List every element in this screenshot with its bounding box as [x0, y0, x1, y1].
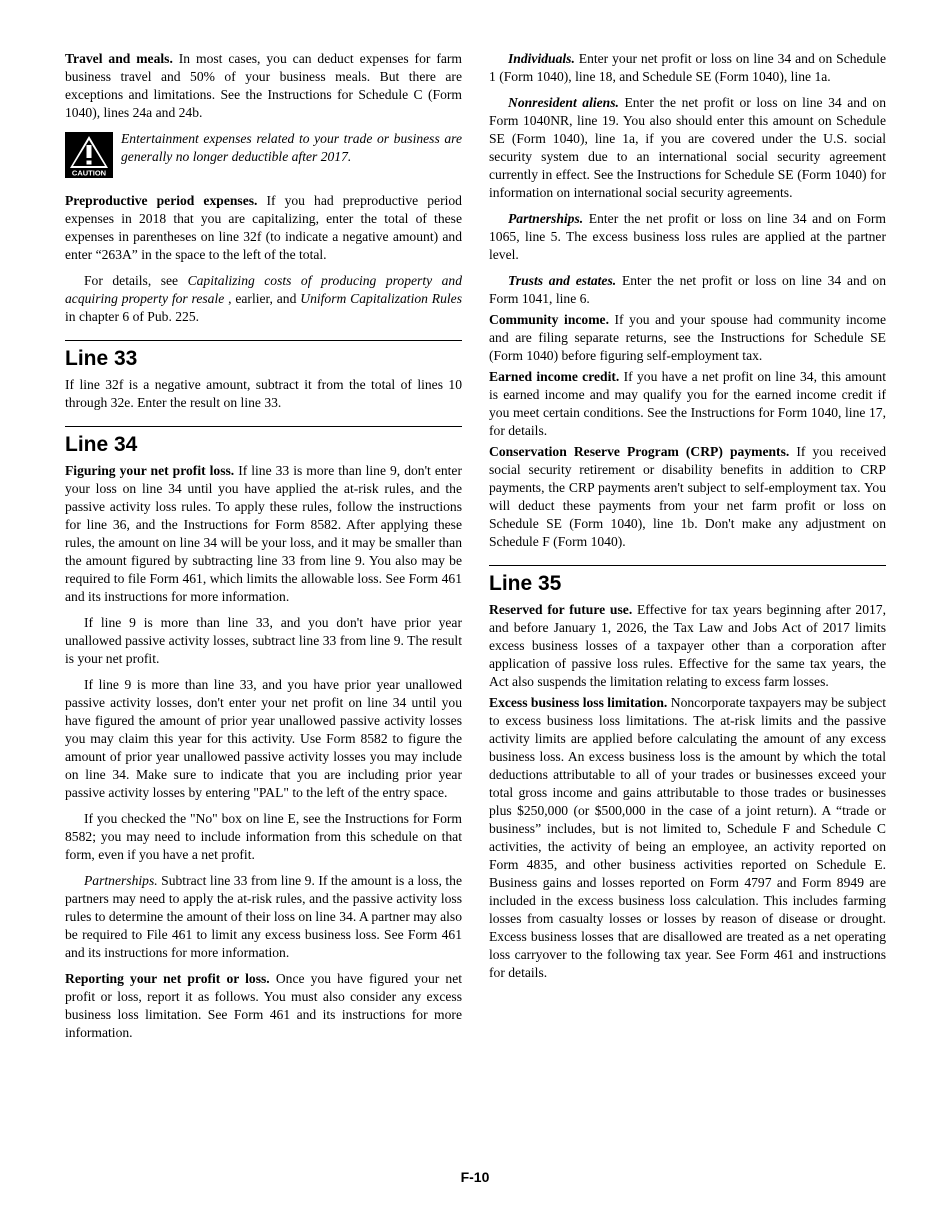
eic-paragraph — [489, 368, 886, 440]
partnerships-left-paragraph — [65, 872, 462, 962]
page-number: F-10 — [460, 1169, 490, 1185]
excess-loss-text: Noncorporate taxpayers may be subject to excess business loss limitations. The at-risk limits and the passive activity limits are applied before calculating the amount of any excess business loss. An excess business loss is the amount by which the total deductions attributable to all of your trades or businesses exceed your total gross income and gains attributable to those trades or businesses plus $250,000 (or $500,000 in the case of a joint return). A “trade or business” includes, but is not limited to, Schedule F and Schedule C activities, the activity of being an employee, an activity reported on Form 4835, and other business activities reported on Schedule E. Business gains and losses reported on Form 4797 and Form 8949 are included in the excess business loss calculation. This includes farming losses from casualty losses or losses by reason of disease or drought. Excess business losses that are disallowed are treated as a net operating loss carryover to the following tax year. See Form 461 and instructions for details. — [489, 695, 886, 980]
preproductive-title: Preproductive period expenses. — [65, 193, 258, 208]
travel-meals-text: In most cases, you can deduct expenses for farm business travel and 50% of your business meals. But there are exceptions and limitations. See the Instructions for Schedule C (Form 1040), lines 24a and 24b. — [65, 51, 462, 120]
travel-meals-paragraph — [65, 50, 462, 122]
trusts-text: Enter the net profit or loss on line 34 and on Form 1041, line 6. — [489, 273, 887, 306]
individuals-title: Individuals. — [508, 51, 575, 66]
excess-loss-paragraph — [489, 694, 886, 982]
left-column — [65, 50, 462, 1050]
figuring-title: Figuring your net profit loss. — [65, 463, 235, 478]
ref-uniform-capitalization: Uniform Capitalization Rules — [300, 291, 463, 306]
line-34-paragraph-2: If line 9 is more than line 33, and you don't have prior year unallowed passive activity losses, subtract line 33 from line 9. The result is your net profit. — [65, 615, 462, 666]
reporting-paragraph — [65, 970, 462, 1042]
details-paragraph — [65, 272, 462, 326]
details-post: in chapter 6 of Pub. 225. — [65, 309, 200, 324]
reserved-text: Effective for tax years beginning after 2017, and before January 1, 2026, the Tax Law and Jobs Act of 2017 limits excess business losses of a taxpayer other than a corporation after application of passive loss rules. Effective for the same tax years, the Act also suspends the limitation relating to excess farm losses. — [489, 602, 887, 689]
crp-title: Conservation Reserve Program (CRP) payments. — [489, 444, 790, 459]
community-text: If you and your spouse had community income and are filing separate returns, see the Instructions for Schedule SE (Form 1040) before figuring self-employment tax. — [489, 312, 886, 363]
figuring-text: If line 33 is more than line 9, don't enter your loss on line 34 until you have applied the at-risk rules, and the passive activity loss rules. To apply these rules, follow the instructions for line 36, and the Instructions for Form 8582. After applying these rules, the amount on line 34 will be your loss, and it may be smaller than the amount figured by subtracting line 33 from line 9. You also may be required to file Form 461, which limits the allowable loss. See Form 461 and its instructions for more information. — [65, 463, 462, 604]
trusts-paragraph — [489, 272, 886, 308]
crp-paragraph — [489, 443, 886, 551]
partnerships-right-paragraph — [489, 210, 886, 264]
ref-capitalizing-costs: Capitalizing costs of producing property and acquiring property for resale — [65, 273, 462, 306]
community-title: Community income. — [489, 312, 609, 327]
reserved-title: Reserved for future use. — [489, 602, 633, 617]
crp-text: If you received social security retirement or disability benefits in addition to CRP payments, the CRP payments aren't subject to self-employment tax. You will deduct these payments from your net farm profit or loss on Schedule SE (Form 1040), line 1b. Don't make any adjustment on Schedule F (Form 1040). — [489, 444, 886, 549]
right-column — [489, 50, 886, 990]
eic-text: If you have a net profit on line 34, this amount is earned income and may qualify you for the earned income credit if you meet certain conditions. See the Instructions for Form 1040, line 17, for details. — [489, 369, 886, 438]
nonresident-text: Enter the net profit or loss on line 34 and on Form 1040NR, line 19. You also should enter this amount on Schedule SE (Form 1040), line 1a, if you are covered under the U.S. social security system due to an international social security agreement currently in effect. See the Instructions for Schedule SE (Form 1040) for information on international social security agreements. — [489, 95, 887, 200]
nonresident-paragraph — [489, 94, 886, 202]
caution-text: Entertainment expenses related to your trade or business are generally no longer deductible after 2017. — [121, 131, 462, 164]
travel-meals-title: Travel and meals. — [65, 51, 173, 66]
trusts-title: Trusts and estates. — [508, 273, 617, 288]
caution-label: CAUTION — [71, 168, 107, 178]
partnerships-right-title: Partnerships. — [508, 211, 584, 226]
individuals-paragraph — [489, 50, 886, 86]
preproductive-text: If you had preproductive period expenses in 2018 that you are capitalizing, enter the total of these expenses in parentheses on line 32f (to indicate a negative amount) and enter “263A” in the space to the left of the total. — [65, 193, 462, 262]
line-33-heading: Line 33 — [65, 340, 462, 372]
details-pre: For details, see — [84, 273, 179, 288]
preproductive-paragraph — [65, 192, 462, 264]
community-paragraph — [489, 311, 886, 365]
excess-loss-title: Excess business loss limitation. — [489, 695, 668, 710]
line-35-heading: Line 35 — [489, 565, 886, 597]
caution-note — [65, 130, 462, 178]
nonresident-title: Nonresident aliens. — [508, 95, 619, 110]
reserved-paragraph — [489, 601, 886, 691]
individuals-text: Enter your net profit or loss on line 34 and on Schedule 1 (Form 1040), line 18, and Schedule SE (Form 1040), line 1a. — [489, 51, 886, 84]
figuring-paragraph — [65, 462, 462, 606]
partnerships-left-title: Partnerships. — [84, 873, 158, 888]
caution-icon — [65, 132, 113, 178]
eic-title: Earned income credit. — [489, 369, 620, 384]
reporting-title: Reporting your net profit or loss. — [65, 971, 270, 986]
partnerships-right-text: Enter the net profit or loss on line 34 and on Form 1065, line 5. The excess business loss rules are applied at the partner level. — [489, 211, 886, 262]
partnerships-left-text: Subtract line 33 from line 9. If the amount is a loss, the partners may need to apply the at-risk rules, and the passive activity loss rules to determine the amount of their loss on line 34. A partner may also be required to File 461 to limit any excess business loss. See Form 461 and its instructions for more information. — [65, 873, 462, 960]
line-34-heading: Line 34 — [65, 426, 462, 458]
line-34-paragraph-3: If line 9 is more than line 33, and you have prior year unallowed passive activity losses, don't enter your net profit on line 34 until you have figured the amount of prior year unallowed passive activity losses you may claim this year for this activity. Use Form 8582 to figure the amount of prior year unallowed passive activity losses you may include on line 34. Make sure to indicate that you are including prior year passive activity losses by entering "PAL" to the left of the entry space. — [65, 677, 462, 800]
line-33-text: If line 32f is a negative amount, subtract it from the total of lines 10 through 32e. Enter the result on line 33. — [65, 377, 462, 410]
details-mid: , earlier, and — [228, 291, 297, 306]
reporting-text: Once you have figured your net profit or loss, report it as follows. You must also consider any excess business loss limitation. See Form 461 and its instructions for more information. — [65, 971, 462, 1040]
line-34-paragraph-4: If you checked the "No" box on line E, see the Instructions for Form 8582; you may need to include information from this schedule on that form, even if you have a net profit. — [65, 811, 462, 862]
